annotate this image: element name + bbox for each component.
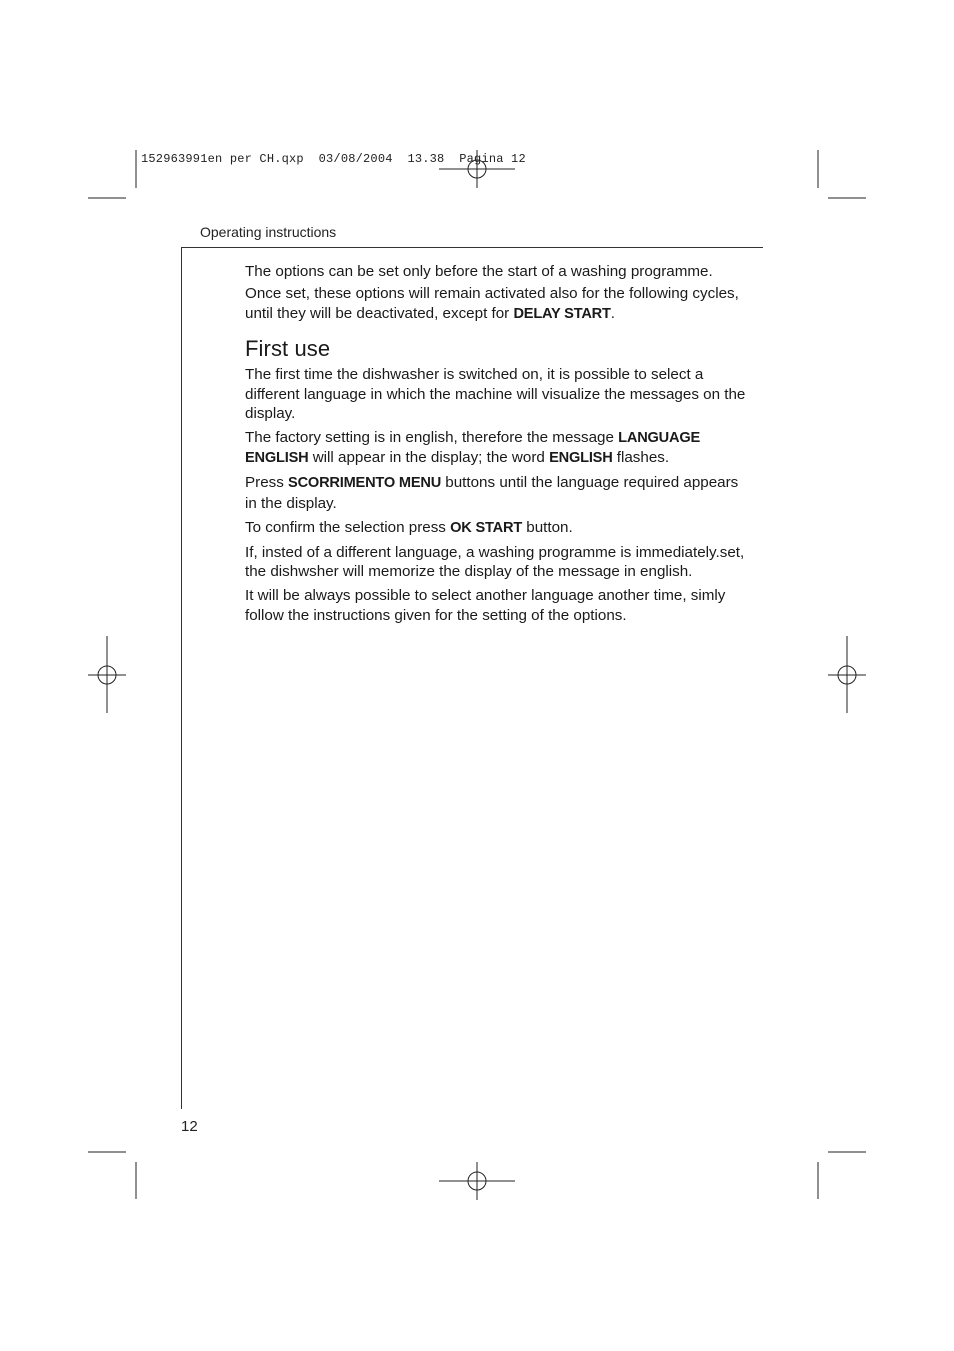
registration-mark-bottom (439, 1162, 515, 1200)
section-paragraph-1: The first time the dishwasher is switched on, it is possible to select a different language in which the machine will visualize the messages on the display. (245, 366, 746, 423)
intro-p2-text-c: . (610, 304, 615, 322)
section-p4-text-a: To confirm the selection press (245, 518, 451, 536)
section-p3-text-c: buttons until the language required appears in the display. (245, 474, 739, 512)
keyword-english: ENGLISH (549, 450, 613, 467)
intro-p2-text-a: Once set, these options will remain activated also for the following cycles, until they will be deactivated, except for (245, 285, 739, 322)
keyword-delay-start: DELAY START (513, 305, 611, 322)
section-paragraph-6: It will be always possible to select another language another time, simly follow the instructions given for the setting of the options. (245, 587, 726, 624)
section-p2-text-a: The factory setting is in english, therefore the message (245, 429, 619, 447)
header-rule (181, 247, 763, 248)
section-title: First use (245, 336, 331, 362)
section-paragraph-4 (245, 518, 750, 538)
intro-paragraph-2 (245, 284, 750, 324)
running-head: Operating instructions (200, 224, 337, 240)
section-paragraph-5: If, insted of a different language, a washing programme is immediately.set, the dishwsher will memorize the display of the message in english. (245, 543, 745, 581)
section-p3-text-a: Press (245, 474, 289, 492)
keyword-ok-start: OK START (450, 519, 523, 536)
registration-mark-left (88, 636, 126, 713)
margin-rule (181, 247, 182, 1109)
section-p2-text-c: will appear in the display; the word (308, 449, 550, 467)
intro-paragraph-1: The options can be set only before the start of a washing programme. (245, 263, 713, 280)
keyword-language-english: LANGUAGE ENGLISH (245, 430, 701, 467)
section-p4-text-c: button. (522, 518, 573, 536)
section-paragraph-3 (245, 473, 750, 513)
section-paragraph-2 (245, 428, 750, 469)
keyword-scorrimento-menu: SCORRIMENTO MENU (288, 475, 442, 492)
page-content (245, 262, 750, 630)
page-number: 12 (181, 1118, 198, 1135)
print-slug-line: 152963991en per CH.qxp 03/08/2004 13.38 Pagina 12 (141, 152, 526, 166)
section-p2-text-e: flashes. (612, 449, 670, 467)
registration-mark-right (828, 636, 866, 713)
